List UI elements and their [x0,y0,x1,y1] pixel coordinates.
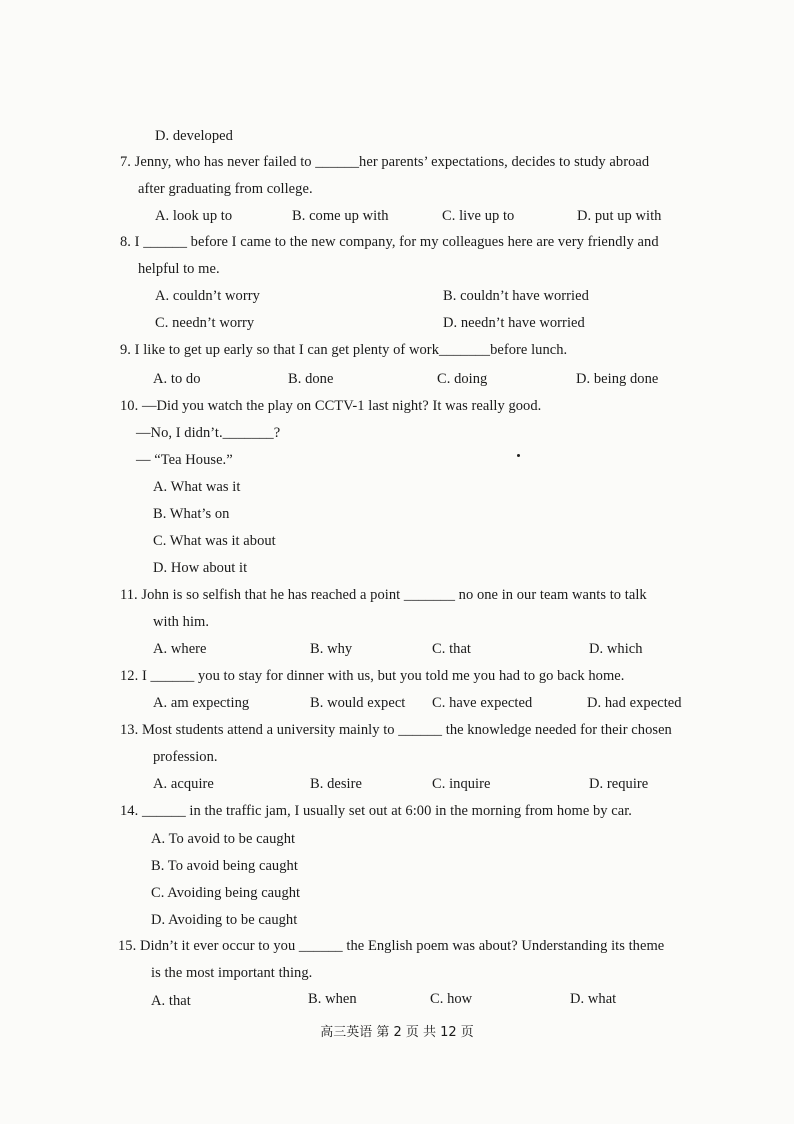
q8-stem-cont: helpful to me. [138,261,220,277]
q10-option-c: C. What was it about [153,533,276,549]
q12-option-d: D. had expected [587,695,682,711]
q11-option-a: A. where [153,641,207,657]
q9-option-d: D. being done [576,371,659,387]
q13-option-d: D. require [589,776,649,792]
q7-stem: 7. Jenny, who has never failed to ______her parents’ expectations, decides to study abroad [120,154,650,170]
q13-stem: 13. Most students attend a university mainly to ______ the knowledge needed for their chosen [120,722,672,738]
q8-option-a: A. couldn’t worry [155,288,260,304]
q10-dialog-3: — “Tea House.” [136,452,233,468]
q8-option-b: B. couldn’t have worried [443,288,589,304]
q14-option-b: B. To avoid being caught [151,858,298,874]
q12-stem: 12. I ______ you to stay for dinner with us, but you told me you had to go back home. [120,668,625,684]
ink-speck [517,454,520,457]
q11-stem: 11. John is so selfish that he has reached a point _______ no one in our team wants to talk [120,587,647,603]
q10-option-a: A. What was it [153,479,241,495]
q7-option-c: C. live up to [442,208,515,224]
q11-option-b: B. why [310,641,353,657]
q10-dialog-2: —No, I didn’t._______? [136,425,281,441]
q13-option-a: A. acquire [153,776,214,792]
q11-option-c: C. that [432,641,472,657]
q15-stem: 15. Didn’t it ever occur to you ______ the English poem was about? Understanding its theme [118,938,665,954]
q14-option-c: C. Avoiding being caught [151,885,301,901]
q9-option-c: C. doing [437,371,488,387]
q12-option-c: C. have expected [432,695,533,711]
q14-option-d: D. Avoiding to be caught [151,912,298,928]
q13-stem-cont: profession. [153,749,218,765]
q15-option-b: B. when [308,991,357,1007]
q12-option-b: B. would expect [310,695,406,711]
q9-stem: 9. I like to get up early so that I can get plenty of work_______before lunch. [120,342,568,358]
q9-option-a: A. to do [153,371,201,387]
q8-option-c: C. needn’t worry [155,315,255,331]
q13-option-c: C. inquire [432,776,491,792]
q7-stem-cont: after graduating from college. [138,181,313,197]
q14-option-a: A. To avoid to be caught [151,831,296,847]
q15-option-c: C. how [430,991,473,1007]
q13-option-b: B. desire [310,776,362,792]
q15-option-d: D. what [570,991,617,1007]
q7-option-d: D. put up with [577,208,662,224]
q10-option-d: D. How about it [153,560,248,576]
q11-option-d: D. which [589,641,643,657]
q10-stem: 10. —Did you watch the play on CCTV-1 last night? It was really good. [120,398,542,414]
page-footer: 高三英语 第 2 页 共 12 页 [320,1025,474,1040]
q9-option-b: B. done [288,371,334,387]
q6-option-d: D. developed [155,128,233,144]
q8-stem: 8. I ______ before I came to the new company, for my colleagues here are very friendly and [120,234,659,250]
q12-option-a: A. am expecting [153,695,250,711]
q15-option-a: A. that [151,993,191,1009]
q7-option-b: B. come up with [292,208,389,224]
q11-stem-cont: with him. [153,614,210,630]
q10-option-b: B. What’s on [153,506,230,522]
q15-stem-cont: is the most important thing. [151,965,313,981]
q7-option-a: A. look up to [155,208,233,224]
q8-option-d: D. needn’t have worried [443,315,585,331]
q14-stem: 14. ______ in the traffic jam, I usually set out at 6:00 in the morning from home by car. [120,803,632,819]
